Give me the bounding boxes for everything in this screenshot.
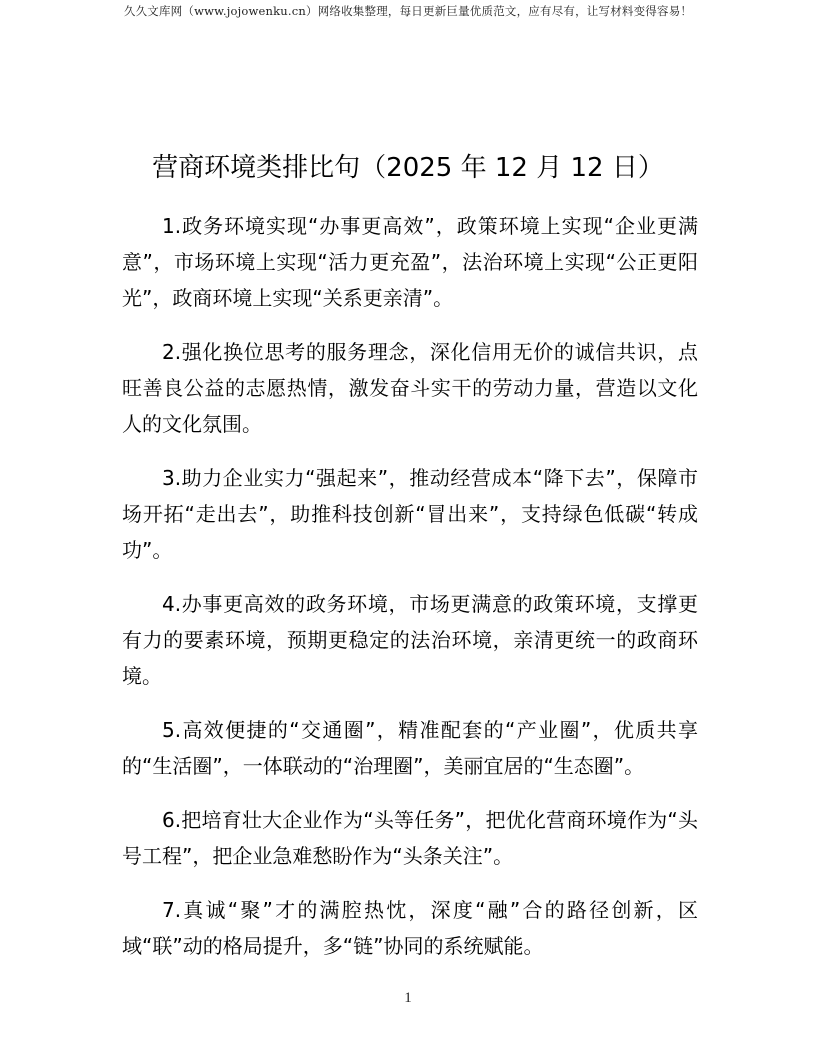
- paragraph-1: 1.政务环境实现“办事更高效”，政策环境上实现“企业更满意”，市场环境上实现“活力更充盈”，法治环境上实现“公正更阳光”，政商环境上实现“关系更亲清”。: [122, 214, 698, 310]
- paragraph-5: 5.高效便捷的“交通圈”，精准配套的“产业圈”，优质共享的“生活圈”，一体联动的“治理圈”，美丽宜居的“生态圈”。: [122, 718, 698, 778]
- paragraph-4: 4.办事更高效的政务环境，市场更满意的政策环境，支撑更有力的要素环境，预期更稳定的法治环境，亲清更统一的政商环境。: [122, 592, 698, 688]
- document-body: [122, 208, 698, 982]
- header-banner: 久久文库网（www.jojowenku.cn）网络收集整理，每日更新巨量优质范文，应有尽有，让写材料变得容易！: [123, 4, 693, 18]
- paragraph-6: 6.把培育壮大企业作为“头等任务”，把优化营商环境作为“头号工程”，把企业急难愁盼作为“头条关注”。: [122, 808, 698, 868]
- paragraph-2: 2.强化换位思考的服务理念，深化信用无价的诚信共识，点旺善良公益的志愿热情，激发奋斗实干的劳动力量，营造以文化人的文化氛围。: [122, 340, 698, 436]
- paragraph-3: 3.助力企业实力“强起来”，推动经营成本“降下去”，保障市场开拓“走出去”，助推科技创新“冒出来”，支持绿色低碳“转成功”。: [122, 466, 698, 562]
- paragraph-7: 7.真诚“聚”才的满腔热忱，深度“融”合的路径创新，区域“联”动的格局提升，多“链”协同的系统赋能。: [122, 898, 698, 958]
- document-title: 营商环境类排比句（2025 年 12 月 12 日）: [152, 153, 664, 183]
- page-number: 1: [404, 990, 412, 1006]
